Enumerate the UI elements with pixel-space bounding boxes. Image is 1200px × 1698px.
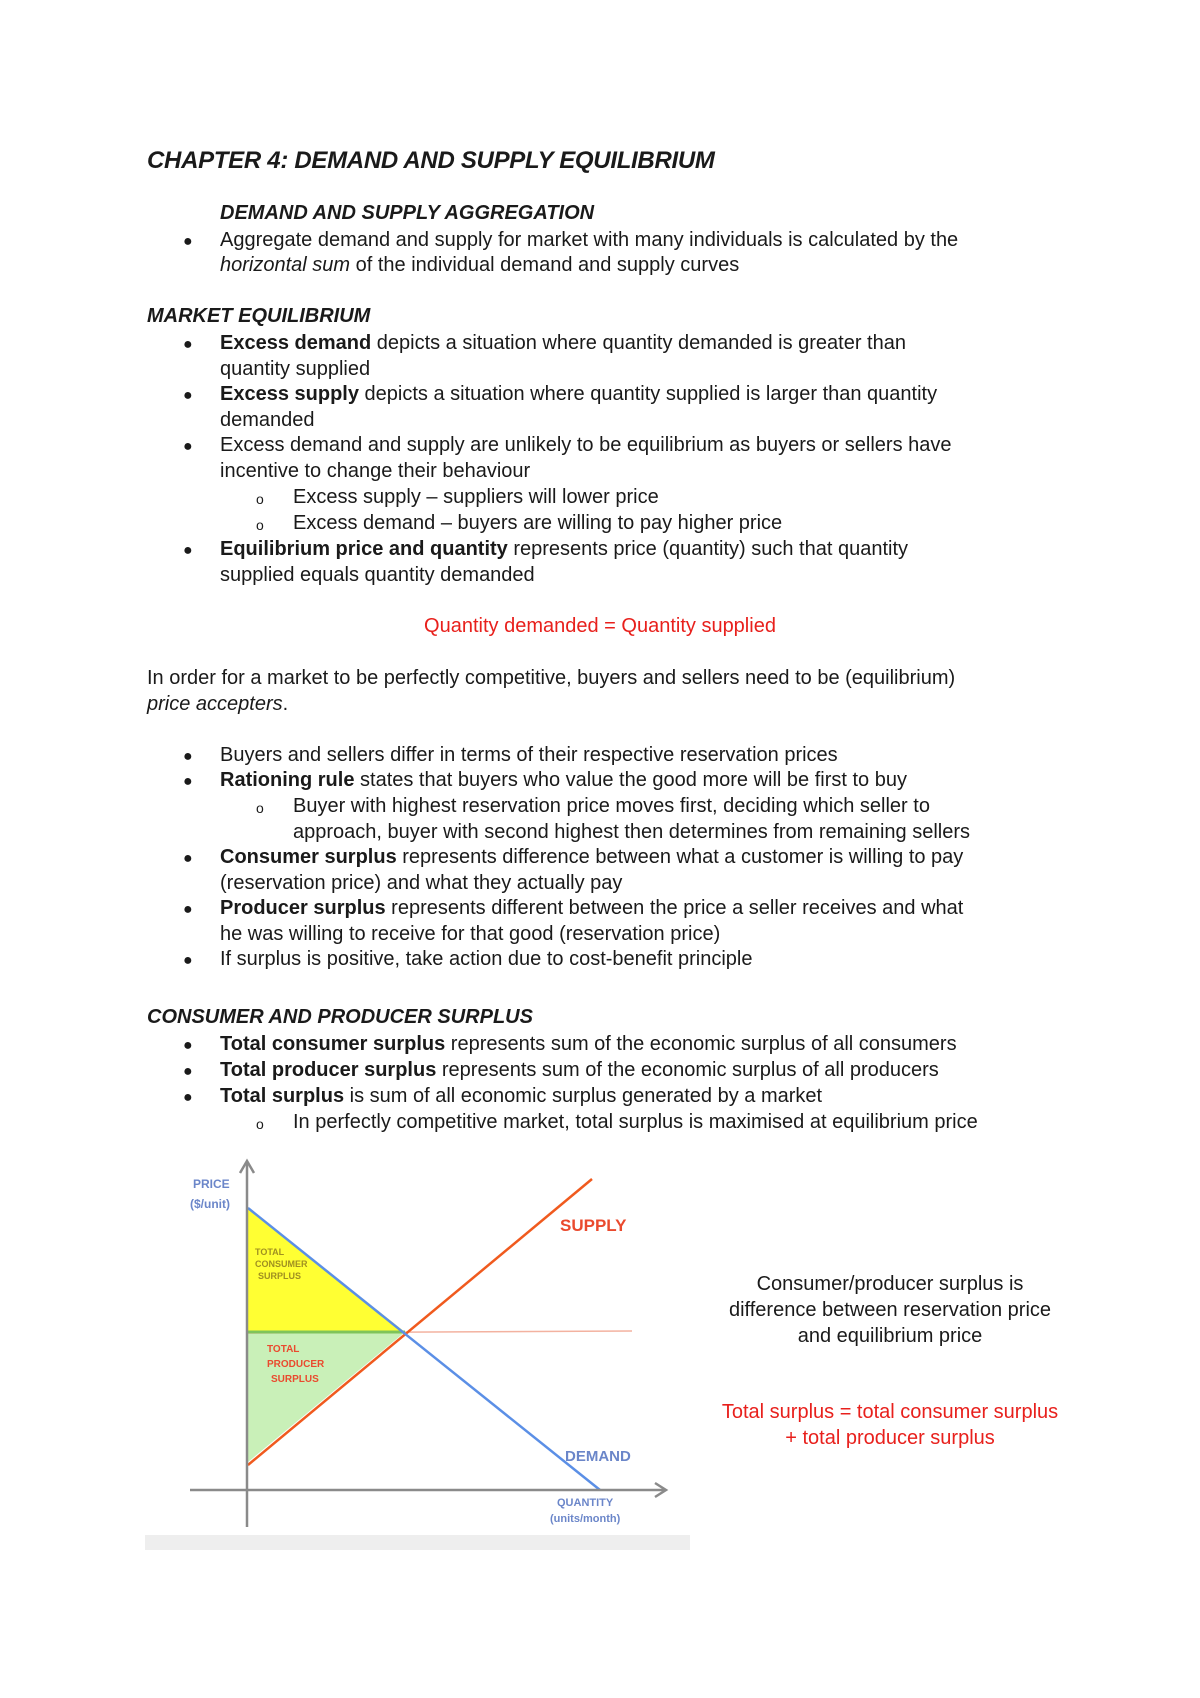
bullet-icon: ● (183, 336, 193, 353)
surplus-positive-line: If surplus is positive, take action due to cost-benefit principle (220, 948, 753, 970)
unlikely-equilibrium-line2: incentive to change their behaviour (220, 460, 531, 482)
unlikely-equilibrium-line1: Excess demand and supply are unlikely to be equilibrium as buyers or sellers have (220, 434, 952, 456)
figure-bottom-shadow (145, 1535, 690, 1550)
excess-demand-term: Excess demand (220, 332, 372, 354)
total-surplus-desc: is sum of all economic surplus generated by a market (344, 1085, 823, 1107)
aggregation-text-line2 (220, 253, 739, 279)
consumer-surplus-label-2: CONSUMER (255, 1259, 308, 1269)
supply-label: SUPPLY (560, 1216, 627, 1235)
surplus-diagram (145, 1155, 690, 1550)
aggregation-text-line1: Aggregate demand and supply for market with many individuals is calculated by the (220, 229, 959, 251)
section-heading-surplus: CONSUMER AND PRODUCER SURPLUS (147, 1006, 533, 1028)
rationing-rule-term: Rationing rule (220, 769, 355, 791)
total-consumer-surplus-line (220, 1032, 957, 1058)
aggregation-text-line2-rest: of the individual demand and supply curves (350, 254, 740, 276)
bullet-icon: ● (183, 542, 193, 559)
bullet-icon: ● (183, 748, 193, 765)
bullet-icon: ● (183, 773, 193, 790)
competitive-para-period: . (282, 693, 289, 715)
producer-surplus-label-3: SURPLUS (271, 1374, 319, 1385)
y-axis-label-1: PRICE (193, 1177, 230, 1191)
y-axis-label-2: ($/unit) (190, 1197, 230, 1211)
total-producer-surplus-line (220, 1058, 939, 1084)
consumer-surplus-desc: represents difference between what a customer is willing to pay (396, 846, 964, 868)
sub-bullet-icon: o (256, 1116, 264, 1132)
total-surplus-term: Total surplus (220, 1085, 345, 1107)
bullet-icon: ● (183, 233, 193, 250)
total-consumer-surplus-desc: represents sum of the economic surplus of all consumers (445, 1033, 957, 1055)
rationing-rule-desc: states that buyers who value the good more will be first to buy (354, 769, 907, 791)
excess-supply-term: Excess supply (220, 383, 359, 405)
equilibrium-formula: Quantity demanded = Quantity supplied (424, 615, 776, 637)
bullet-icon: ● (183, 1063, 193, 1080)
total-consumer-surplus-term: Total consumer surplus (220, 1033, 446, 1055)
demand-label: DEMAND (565, 1448, 631, 1465)
reservation-prices-line: Buyers and sellers differ in terms of their respective reservation prices (220, 744, 838, 766)
excess-supply-line1 (220, 382, 937, 408)
rationing-subpoint-line1: Buyer with highest reservation price moves first, deciding which seller to (293, 795, 930, 817)
rationing-rule-line (220, 768, 907, 794)
consumer-surplus-line1 (220, 845, 963, 871)
producer-surplus-label-1: TOTAL (267, 1344, 300, 1355)
equilibrium-desc: represents price (quantity) such that quantity (507, 538, 909, 560)
total-surplus-formula-line2: + total producer surplus (785, 1427, 995, 1449)
bullet-icon: ● (183, 952, 193, 969)
competitive-para-line2 (147, 692, 288, 718)
bullet-icon: ● (183, 850, 193, 867)
consumer-surplus-label-1: TOTAL (255, 1247, 285, 1257)
sub-bullet-icon: o (256, 517, 264, 533)
producer-surplus-term: Producer surplus (220, 897, 386, 919)
bullet-icon: ● (183, 438, 193, 455)
total-surplus-formula-line1: Total surplus = total consumer surplus (721, 1401, 1059, 1423)
sidenote-line1: Consumer/producer surplus is (756, 1273, 1024, 1295)
excess-supply-line2: demanded (220, 409, 315, 431)
excess-supply-subpoint: Excess supply – suppliers will lower price (293, 486, 659, 508)
total-producer-surplus-term: Total producer surplus (220, 1059, 437, 1081)
competitive-para-line1: In order for a market to be perfectly competitive, buyers and sellers need to be (equilibrium) (147, 667, 956, 689)
bullet-icon: ● (183, 1089, 193, 1106)
price-accepters-term: price accepters (147, 693, 283, 715)
chapter-title: CHAPTER 4: DEMAND AND SUPPLY EQUILIBRIUM (147, 147, 715, 174)
producer-surplus-line1 (220, 896, 963, 922)
total-producer-surplus-desc: represents sum of the economic surplus of all producers (436, 1059, 939, 1081)
equilibrium-line2: supplied equals quantity demanded (220, 564, 535, 586)
x-axis-label-2: (units/month) (550, 1513, 621, 1525)
producer-surplus-desc: represents different between the price a seller receives and what (385, 897, 964, 919)
consumer-surplus-term: Consumer surplus (220, 846, 397, 868)
consumer-surplus-label-3: SURPLUS (258, 1271, 302, 1281)
rationing-subpoint-line2: approach, buyer with second highest then determines from remaining sellers (293, 821, 971, 843)
sub-bullet-icon: o (256, 800, 264, 816)
excess-supply-desc: depicts a situation where quantity supplied is larger than quantity (358, 383, 938, 405)
equilibrium-term: Equilibrium price and quantity (220, 538, 508, 560)
excess-demand-desc: depicts a situation where quantity demanded is greater than (371, 332, 906, 354)
producer-surplus-line2: he was willing to receive for that good (reservation price) (220, 923, 721, 945)
total-surplus-line (220, 1084, 822, 1110)
bullet-icon: ● (183, 901, 193, 918)
bullet-icon: ● (183, 1037, 193, 1054)
sidenote-line3: and equilibrium price (797, 1325, 983, 1347)
equilibrium-line1 (220, 537, 908, 563)
excess-demand-line1 (220, 331, 906, 357)
horizontal-sum-term: horizontal sum (220, 254, 351, 276)
bullet-icon: ● (183, 387, 193, 404)
sub-bullet-icon: o (256, 491, 264, 507)
consumer-surplus-line2: (reservation price) and what they actually pay (220, 872, 623, 894)
excess-demand-line2: quantity supplied (220, 358, 371, 380)
excess-demand-subpoint: Excess demand – buyers are willing to pay higher price (293, 512, 783, 534)
total-surplus-subpoint: In perfectly competitive market, total surplus is maximised at equilibrium price (293, 1111, 978, 1133)
x-axis-label-1: QUANTITY (557, 1497, 614, 1509)
sidenote-line2: difference between reservation price (728, 1299, 1052, 1321)
section-heading-market-equilibrium: MARKET EQUILIBRIUM (147, 305, 371, 327)
section-heading-aggregation: DEMAND AND SUPPLY AGGREGATION (220, 202, 595, 224)
producer-surplus-label-2: PRODUCER (267, 1359, 325, 1370)
